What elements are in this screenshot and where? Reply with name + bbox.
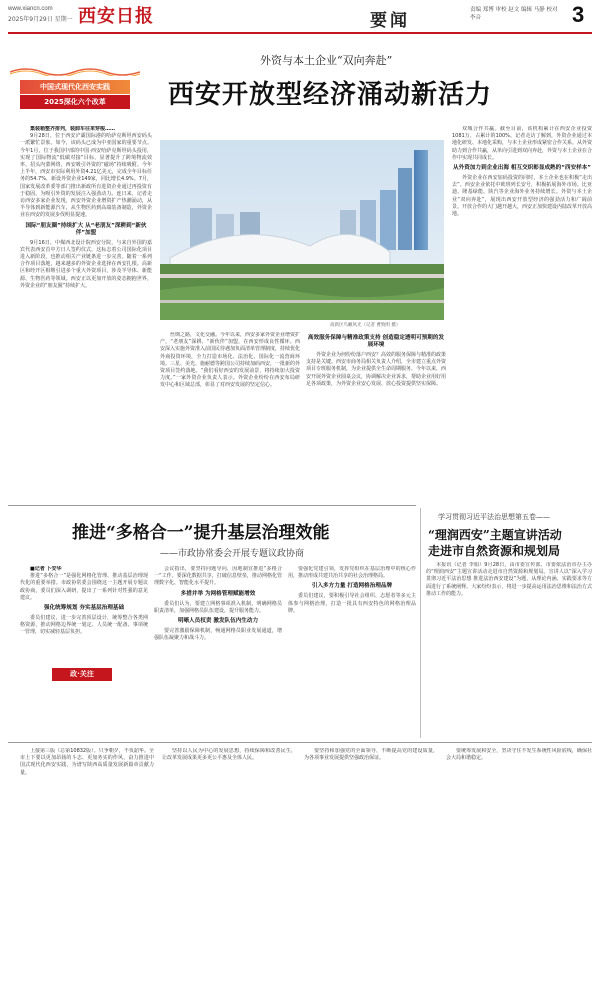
header-rule — [8, 32, 592, 34]
article2-headline: 推进“多格合一”提升基层治理效能 — [72, 523, 330, 543]
article1-col2-text: 丝绸之路，文化交融。今年以来，西安多家外资企业增资扩产，“老朋友”深耕、“新伙伴”加盟，在西安形成良性循环。西安深入实施外资准入前国民待遇加负面清单管理制度，持续优化外商投资环境，全力打造市场化、法治化、国际化一流营商环境。三星、美光、施耐德等跨国公司持续加码西安，一批新的外资项目签约落地。“我们看好西安的发展前景，将持续加大投资力度。”一家外资企业负责人表示。外资企业纷纷在西安布局研发中心和区域总部，彰显了对西安发展的坚定信心。 — [160, 332, 300, 389]
article1-col4-subhead: 从外资加力到企业出海 相互交织彰显成熟的“西安样本” — [453, 165, 591, 172]
column-divider — [420, 508, 421, 738]
article2-byline: ■记者 卜安华 — [30, 566, 62, 572]
article1-col4-text: 双城合作共赢。截至目前，该机构累计在西安企业投资1081万，占累计的100%。记者走访了解到，外资企业通过本地化研发、本地化采购，与本土企业形成紧密合作关系。从外资助力到合作共赢，从单向引进到双向奔赴，外资与本土企业在合作中实现共同成长。 — [452, 126, 592, 161]
article2-column-1 — [20, 566, 148, 666]
article1-column-4 — [452, 126, 592, 501]
article1-col1-subhead: 国际“朋友圈”持续扩大 从“老朋友”深耕到“新伙伴”加盟 — [25, 222, 147, 236]
section-title: 要闻 — [370, 11, 410, 31]
article1-kicker: 外资与本土企业“双向奔赴” — [260, 54, 393, 67]
article2-subtitle: ——市政协常委会开展专题议政协商 — [160, 549, 305, 559]
article3-headline-line1: “理润西安”主题宣讲活动 — [428, 528, 562, 542]
article2-col3-text2: 委员们建议，要积极引导社会组织、志愿者等多元主体参与网格治理，打造一批具有西安特色的网格治理品牌。 — [288, 593, 416, 614]
article1-col1-text: 9月28日，位于西安浐灞国际港的哈萨克斯坦西安码头一派繁忙景象。如今，该码头已成为中亚国家的重要节点。今年1月，位于我国中部的中国·西安哈萨克斯坦码头投用，实现了国际物流“低碳对接”目标，显著提升了跨境物流效率。招头内蒙网络，西安吸引外资的“磁场”持续吸附。今年上半年，西安市实际利用外资4.21亿美元，完成全年目标任务的54.7%，新设外资企业149家，同比增长4.9%。7月，国家发展改革委等部门推出新政所有进资企业通过再投资有于稳固。为吸引外资的发展注入强劲动力。连日来，记者走访西安多家企业发现，西安外资企业增资扩产热潮涌动，从半导体到新能源汽车，从生物医药到高端装备制造，外资企业在西安的发展步伐明显提速。 — [20, 133, 152, 219]
bottom-column-1 — [20, 748, 154, 993]
header-editors: 责编 郑博 审校 赵文 编辑 马静 校对 李音 — [470, 7, 558, 21]
header-date: 2025年9月29日 星期一 — [8, 16, 73, 23]
badge-wave-decoration — [10, 66, 140, 76]
article2-col1-subhead: 强化统筹规划 夯实基层治理基础 — [43, 605, 125, 612]
badge-top-label: 中国式现代化西安实践 — [20, 80, 130, 94]
newspaper-logo: 西安日报 — [78, 6, 154, 27]
article3-text: 本报讯（记者 李娟）9月28日，由市委宣传部、市委依法治市办主办的“理润西安”主题宣讲活动走进市自然资源和规划局。宣讲人以“深入学习贯彻习近平法治思想 推进法治西安建设”为题，从理论内涵、实践要求等方面进行了系统阐释。大家纷纷表示，将进一步提高运用法治思维和法治方式推动工作的能力。 — [426, 562, 592, 597]
article1-lead: 集装箱整齐排列，装卸车往来穿梭…… — [30, 126, 116, 132]
page-number: 3 — [572, 2, 585, 27]
bottom-text-1: 上接第三版（总第10832版）。只争朝夕，不负韶华。全市上下要以更加昂扬的斗志、更加务实的作风，奋力推进中国式现代化西安实践，为谱写陕西高质量发展新篇章贡献力量。 — [20, 748, 154, 776]
bottom-column-3 — [304, 748, 438, 993]
page-header — [0, 0, 600, 34]
article2-col2-text: 会议指出，要坚持问题导向，因地制宜推进“多格合一”工作。要深化数据共享，打破信息壁垒，推动网格化管理数字化、智能化水平提升。 — [154, 566, 282, 587]
article2-col2-subhead: 多措并举 为网格管理赋能增效 — [180, 590, 256, 597]
section-divider — [8, 505, 416, 506]
article2-col1-text: 推进“多格合一”是强化网格化管理、推动基层治理现代化的重要举措。市政协常委会围绕这一主题开展专题议政协商，委员们深入调研，提出了一系列针对性强的意见建议。 — [20, 573, 148, 601]
article1-col1-text2: 9月16日，中煤西北设计院西安分院，与来自外国的嘉宾代表西安首中方日人签约仪式，这标志着公司国际化项目进入新阶段，也推动相关产业链条进一步完善。随着一系列合作项目落地，越来越多的外资企业选择在西安扎根。高新区和经开区相继引进多个重大外资项目，涉及半导体、新能源、生物医药等领域。西安正以更加开放的姿态拥抱世界，外资企业的“朋友圈”持续扩大。 — [20, 239, 152, 289]
article2-col2-text3: 要完善激励保障机制，畅通网格员职业发展通道，增强队伍凝聚力和战斗力。 — [154, 628, 282, 642]
politics-focus-banner: 政·关注 — [52, 668, 112, 681]
article2-column-3 — [288, 566, 416, 736]
article2-column-2 — [154, 566, 282, 736]
article3-kicker: 学习贯彻习近平法治思想第五卷—— — [438, 513, 550, 521]
series-badge — [20, 80, 130, 110]
article1-column-3 — [306, 332, 446, 502]
header-site-url: www.xiancn.com — [8, 6, 53, 12]
article2-col2-subhead2: 明晰人员权责 激发队伍内生动力 — [177, 618, 259, 625]
bottom-column-2 — [162, 748, 296, 993]
article2-col3-text: 要强化党建引领，发挥党组织在基层治理中的核心作用，推动形成共建共治共享的社会治理格局。 — [288, 566, 416, 580]
article2-col1-text2: 委员们建议，进一步完善顶层设计，统筹整合各类网格资源，推动网格边界统一划定、人员统一配备、事项统一管理，切实减轻基层负担。 — [20, 615, 148, 636]
article3-body — [426, 562, 592, 738]
bottom-divider — [8, 742, 592, 743]
bottom-text-4: 要统筹发展和安全，坚决守住不发生系统性风险底线，确保社会大局和谐稳定。 — [446, 748, 592, 762]
article1-col4-text2: 外资企业在西安加码投资的同时，本土企业也在积极“走出去”。西安企业依托中欧班列长安号，积极拓展海外市场。比亚迪、隆基绿能、陕汽等企业海外业务持续增长。外资与本土企业“双向奔赴”，展现出西安开放型经济的强劲活力和广阔前景。开放合作的大门越开越大，西安正加快建设内陆改革开放高地。 — [452, 175, 592, 218]
article1-col3-subhead: 高效服务保障与精准政策支持 创造稳定透明可预期的发展环境 — [307, 335, 445, 348]
article2-col2-text2: 委员们认为，要建立网格事项准入机制，明确网格员职责清单，加强网格员队伍建设，提升服务能力。 — [154, 600, 282, 614]
article1-col3-text: 外资企业为何纷纷落户西安？高效的服务保障与精准的政策支持是关键。西安市商务局相关负责人介绍，全市建立重点外资项目专班服务机制，为企业提供全生命周期服务。今年以来，西安开展外资企业圆桌会议，协调解决企业诉求，帮助企业用好用足各项政策，为外资企业安心发展、放心投资提供坚实保障。 — [306, 352, 446, 387]
photo-caption: 高新区鸟瞰风光（记者 曹致明 摄） — [330, 323, 401, 328]
bottom-text-2: 坚持以人民为中心的发展思想，持续保障和改善民生，让改革发展成果更多更公平惠及全体人民。 — [162, 748, 296, 762]
bottom-text-3: 要坚持和加强党的全面领导，不断提高党的建设质量，为各项事业发展提供坚强政治保证。 — [304, 748, 438, 762]
article2-col3-subhead: 引入多方力量 打造网格治理品牌 — [311, 583, 393, 590]
badge-bottom-label: 2025深化六个改革 — [20, 95, 130, 109]
bottom-column-4 — [446, 748, 592, 993]
article3-headline-line2: 走进市自然资源和规划局 — [428, 544, 561, 558]
article1-column-2 — [160, 332, 300, 502]
city-skyline-photo — [160, 140, 444, 320]
article1-headline: 西安开放型经济涌动新活力 — [168, 80, 493, 110]
article1-column-1 — [20, 126, 152, 501]
